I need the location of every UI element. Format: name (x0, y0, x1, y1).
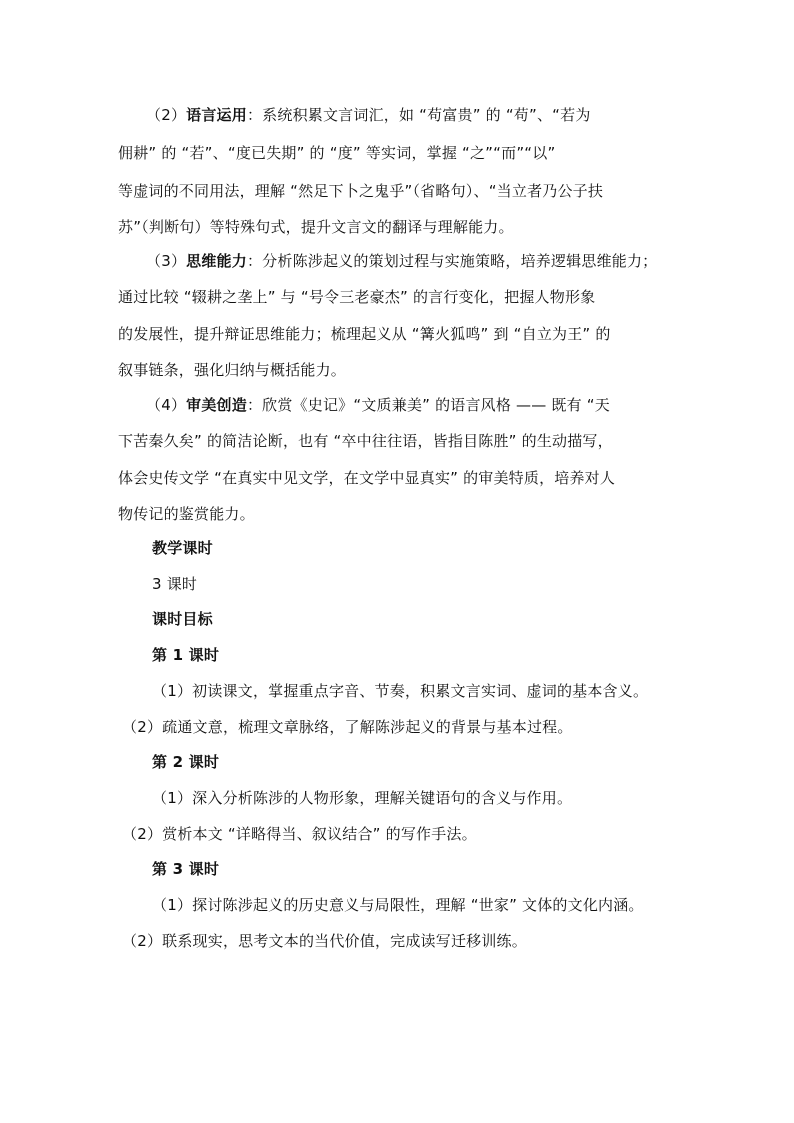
aesthetic-section-text: ：欣赏《史记》“文质兼美” 的语言风格 —— 既有 “天 (246, 396, 610, 414)
lesson-2-item-2: （2）赏析本文 “详略得当、叙议结合” 的写作手法。 (122, 825, 477, 843)
lesson-1-title: 第 1 课时 (152, 646, 220, 664)
thinking-section-line-1 (146, 250, 657, 272)
lesson-3-item-1: （1）探讨陈涉起义的历史意义与局限性，理解 “世家” 文体的文化内涵。 (152, 896, 644, 914)
thinking-section-text: ：分析陈涉起义的策划过程与实施策略，培养逻辑思维能力； (246, 252, 658, 270)
thinking-section-line-4: 叙事链条，强化归纳与概括能力。 (118, 361, 347, 379)
lesson-2-item-1: （1）深入分析陈涉的人物形象，理解关键语句的含义与作用。 (152, 789, 573, 807)
lesson-1-item-1: （1）初读课文，掌握重点字音、节奏，积累文言实词、虚词的基本含义。 (152, 682, 649, 700)
aesthetic-section-line-2: 下苦秦久矣” 的简洁论断，也有 “卒中往往语，皆指目陈胜” 的生动描写， (118, 432, 613, 450)
language-section-line-2: 佣耕” 的 “若”、“度已失期” 的 “度” 等实词，掌握 “之”“而”“以” (118, 144, 556, 162)
language-section-label: 语言运用 (186, 106, 247, 124)
lesson-goals-heading: 课时目标 (152, 610, 213, 628)
lesson-3-item-2: （2）联系现实，思考文本的当代价值，完成读写迁移训练。 (122, 932, 527, 950)
lesson-2-title: 第 2 课时 (152, 753, 220, 771)
teaching-hours-heading: 教学课时 (152, 539, 213, 557)
language-section-line-1 (146, 104, 591, 126)
language-section-text: ：系统积累文言词汇，如 “苟富贵” 的 “苟”、“若为 (246, 106, 591, 124)
thinking-section-number: （3） (146, 252, 187, 270)
language-section-number: （2） (146, 106, 187, 124)
teaching-hours-value: 3 课时 (152, 575, 198, 593)
aesthetic-section-number: （4） (146, 396, 187, 414)
aesthetic-section-label: 审美创造 (186, 396, 247, 414)
language-section-line-4: 苏”（判断句）等特殊句式，提升文言文的翻译与理解能力。 (118, 218, 514, 236)
aesthetic-section-line-4: 物传记的鉴赏能力。 (118, 505, 255, 523)
thinking-section-line-2: 通过比较 “辍耕之垄上” 与 “号令三老豪杰” 的言行变化，把握人物形象 (118, 288, 596, 306)
lesson-3-title: 第 3 课时 (152, 860, 220, 878)
thinking-section-label: 思维能力 (186, 252, 247, 270)
aesthetic-section-line-3: 体会史传文学 “在真实中见文学，在文学中显真实” 的审美特质，培养对人 (118, 469, 616, 487)
lesson-1-item-2: （2）疏通文意，梳理文章脉络，了解陈涉起义的背景与基本过程。 (122, 718, 573, 736)
language-section-line-3: 等虚词的不同用法，理解 “然足下卜之鬼乎”（省略句）、“当立者乃公子扶 (118, 182, 604, 200)
aesthetic-section-line-1 (146, 394, 610, 416)
thinking-section-line-3: 的发展性，提升辩证思维能力；梳理起义从 “篝火狐鸣” 到 “自立为王” 的 (118, 325, 611, 343)
